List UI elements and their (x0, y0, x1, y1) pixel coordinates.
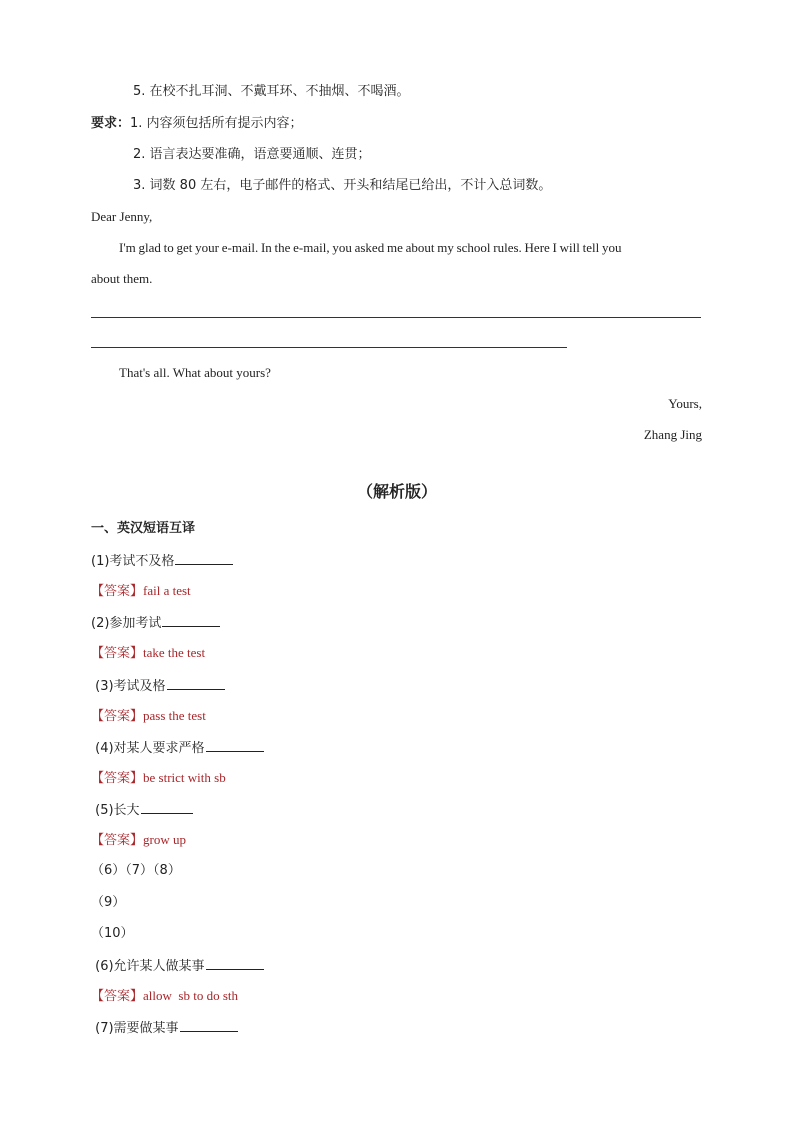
answer-item (91, 583, 191, 600)
letter-greeting: Dear Jenny, (91, 209, 153, 224)
question-text: (5)长大 (91, 803, 140, 818)
letter-signoff: Yours, (668, 396, 702, 411)
answer-blank (175, 552, 233, 565)
reference-line-2: （9） (91, 895, 126, 910)
question-item (91, 1019, 238, 1037)
reference-line-1: （6）（7）（8） (91, 863, 181, 878)
question-text: (7)需要做某事 (91, 1021, 179, 1036)
answer-label: 【答案】 (91, 989, 144, 1004)
answer-item (91, 832, 186, 849)
question-text: (6)允许某人做某事 (91, 959, 205, 974)
answer-blank (167, 677, 225, 690)
answer-text: pass the test (143, 708, 206, 723)
letter-body-line-1: I'm glad to get your e-mail. In the e-mail, you asked me about my school rules. Here I will tell you (119, 240, 622, 255)
answer-label: 【答案】 (91, 646, 144, 661)
question-item (91, 552, 233, 570)
requirement-3: 3. 词数 80 左右，电子邮件的格式、开头和结尾已给出，不计入总词数。 (133, 178, 552, 193)
question-item (91, 801, 193, 819)
answer-blank (141, 801, 193, 814)
answer-text: be strict with sb (143, 770, 226, 785)
writing-line-2 (91, 347, 567, 348)
section-title: 一、英汉短语互译 (91, 521, 196, 536)
answer-label: 【答案】 (91, 771, 144, 786)
answer-item (91, 988, 238, 1005)
question-text: (3)考试及格 (91, 679, 166, 694)
writing-line-1 (91, 317, 701, 318)
answer-text: grow up (143, 832, 186, 847)
reference-line-3: （10） (91, 926, 134, 941)
letter-closing: That's all. What about yours? (119, 365, 271, 380)
question-item (91, 739, 264, 757)
answer-text: allow sb to do sth (143, 988, 238, 1003)
question-item (91, 677, 225, 695)
question-text: (2)参加考试 (91, 616, 162, 631)
requirements-line-1 (91, 116, 303, 132)
answer-item (91, 708, 206, 725)
letter-signature: Zhang Jing (643, 427, 702, 442)
prompt-item-5: 5. 在校不扎耳洞、不戴耳环、不抽烟、不喝酒。 (133, 84, 410, 99)
requirement-2: 2. 语言表达要准确，语意要通顺、连贯； (133, 147, 371, 162)
answer-blank (206, 739, 264, 752)
answer-label: 【答案】 (91, 584, 144, 599)
question-text: (1)考试不及格 (91, 554, 175, 569)
answer-blank (206, 957, 264, 970)
question-item (91, 957, 264, 975)
question-item (91, 614, 220, 632)
requirements-label: 要求： (91, 116, 131, 131)
answer-item (91, 645, 205, 662)
answer-text: take the test (143, 645, 206, 660)
requirement-1: 1. 内容须包括所有提示内容； (130, 116, 303, 131)
answer-label: 【答案】 (91, 833, 144, 848)
answer-item (91, 770, 226, 787)
analysis-heading: （解析版） (356, 482, 437, 501)
answer-label: 【答案】 (91, 709, 144, 724)
answer-blank (180, 1019, 238, 1032)
letter-body-line-2: about them. (91, 271, 153, 286)
answer-text: fail a test (143, 583, 191, 598)
question-text: (4)对某人要求严格 (91, 741, 205, 756)
answer-blank (162, 614, 220, 627)
